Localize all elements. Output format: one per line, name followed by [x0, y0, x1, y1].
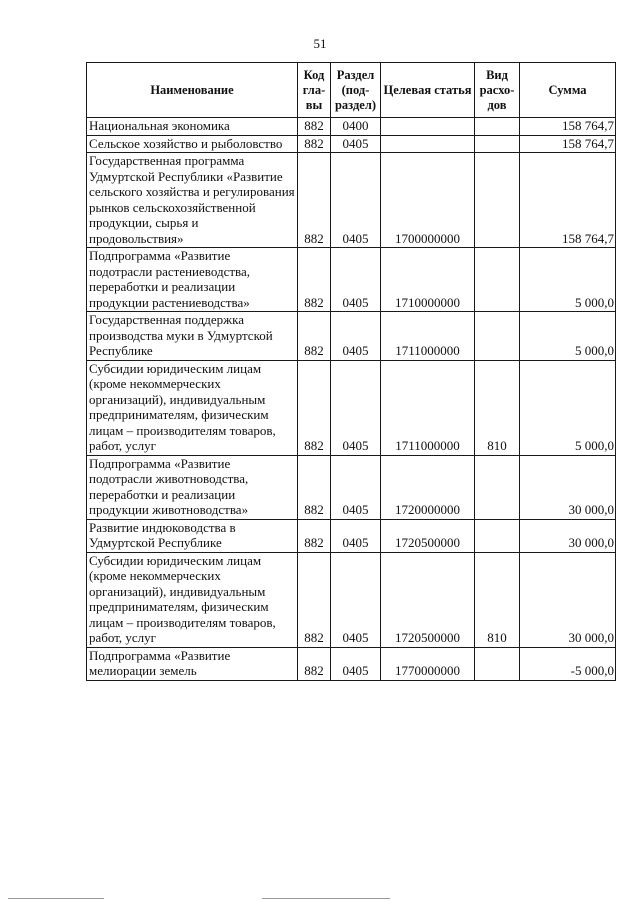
cell-type [475, 647, 520, 680]
table-row [87, 455, 616, 519]
cell-target: 1770000000 [381, 647, 475, 680]
cell-sum: 158 764,7 [520, 118, 616, 136]
cell-section: 0405 [331, 519, 381, 552]
table-row [87, 552, 616, 647]
cell-target: 1710000000 [381, 248, 475, 312]
cell-section: 0405 [331, 360, 381, 455]
cell-type [475, 455, 520, 519]
table-row [87, 118, 616, 136]
cell-code: 882 [298, 647, 331, 680]
budget-table [86, 62, 616, 681]
cell-target: 1700000000 [381, 153, 475, 248]
cell-section: 0405 [331, 153, 381, 248]
cell-type [475, 118, 520, 136]
cell-code: 882 [298, 135, 331, 153]
header-code: Код гла-вы [298, 63, 331, 118]
header-type: Вид расхо-дов [475, 63, 520, 118]
cell-sum: 5 000,0 [520, 312, 616, 361]
cell-type: 810 [475, 552, 520, 647]
cell-sum: 158 764,7 [520, 153, 616, 248]
cell-name: Субсидии юридическим лицам (кроме некоммерческих организаций), индивидуальным предпринимателям, физическим лицам – производителям товаров, работ, услуг [87, 360, 298, 455]
table-row [87, 647, 616, 680]
cell-target [381, 135, 475, 153]
cell-sum: 5 000,0 [520, 248, 616, 312]
table-row [87, 153, 616, 248]
cell-section: 0405 [331, 248, 381, 312]
cell-sum: -5 000,0 [520, 647, 616, 680]
table-row [87, 360, 616, 455]
cell-name: Государственная поддержка производства муки в Удмуртской Республике [87, 312, 298, 361]
page-number: 51 [313, 36, 327, 51]
cell-code: 882 [298, 455, 331, 519]
cell-type [475, 248, 520, 312]
cell-target: 1720000000 [381, 455, 475, 519]
cell-section: 0405 [331, 135, 381, 153]
cell-section: 0405 [331, 312, 381, 361]
header-name: Наименование [87, 63, 298, 118]
cell-code: 882 [298, 153, 331, 248]
table-row [87, 519, 616, 552]
table-header-row [87, 63, 616, 118]
cell-target [381, 118, 475, 136]
cell-sum: 30 000,0 [520, 552, 616, 647]
footer-scan-mark [8, 898, 104, 899]
cell-section: 0400 [331, 118, 381, 136]
cell-code: 882 [298, 118, 331, 136]
cell-name: Подпрограмма «Развитие мелиорации земель [87, 647, 298, 680]
cell-sum: 30 000,0 [520, 519, 616, 552]
cell-type [475, 519, 520, 552]
cell-code: 882 [298, 519, 331, 552]
cell-target: 1720500000 [381, 519, 475, 552]
cell-name: Сельское хозяйство и рыболовство [87, 135, 298, 153]
cell-type: 810 [475, 360, 520, 455]
table-row [87, 312, 616, 361]
cell-code: 882 [298, 360, 331, 455]
cell-name: Национальная экономика [87, 118, 298, 136]
table-row [87, 248, 616, 312]
cell-section: 0405 [331, 552, 381, 647]
cell-sum: 158 764,7 [520, 135, 616, 153]
cell-code: 882 [298, 248, 331, 312]
cell-name: Развитие индюководства в Удмуртской Республике [87, 519, 298, 552]
header-sum: Сумма [520, 63, 616, 118]
cell-name: Подпрограмма «Развитие подотрасли животноводства, переработки и реализации продукции животноводства» [87, 455, 298, 519]
cell-name: Государственная программа Удмуртской Республики «Развитие сельского хозяйства и регулирования рынков сельскохозяйственной продукции, сырья и продовольствия» [87, 153, 298, 248]
cell-sum: 30 000,0 [520, 455, 616, 519]
cell-code: 882 [298, 552, 331, 647]
cell-target: 1720500000 [381, 552, 475, 647]
table-body [87, 118, 616, 681]
cell-type [475, 312, 520, 361]
header-target: Целевая статья [381, 63, 475, 118]
table-row [87, 135, 616, 153]
cell-target: 1711000000 [381, 360, 475, 455]
cell-type [475, 153, 520, 248]
cell-name: Субсидии юридическим лицам (кроме некоммерческих организаций), индивидуальным предпринимателям, физическим лицам – производителям товаров, работ, услуг [87, 552, 298, 647]
footer-scan-mark [262, 898, 390, 899]
cell-section: 0405 [331, 455, 381, 519]
cell-sum: 5 000,0 [520, 360, 616, 455]
cell-name: Подпрограмма «Развитие подотрасли растениеводства, переработки и реализации продукции растениеводства» [87, 248, 298, 312]
cell-section: 0405 [331, 647, 381, 680]
cell-code: 882 [298, 312, 331, 361]
header-section: Раздел (под-раздел) [331, 63, 381, 118]
cell-target: 1711000000 [381, 312, 475, 361]
cell-type [475, 135, 520, 153]
